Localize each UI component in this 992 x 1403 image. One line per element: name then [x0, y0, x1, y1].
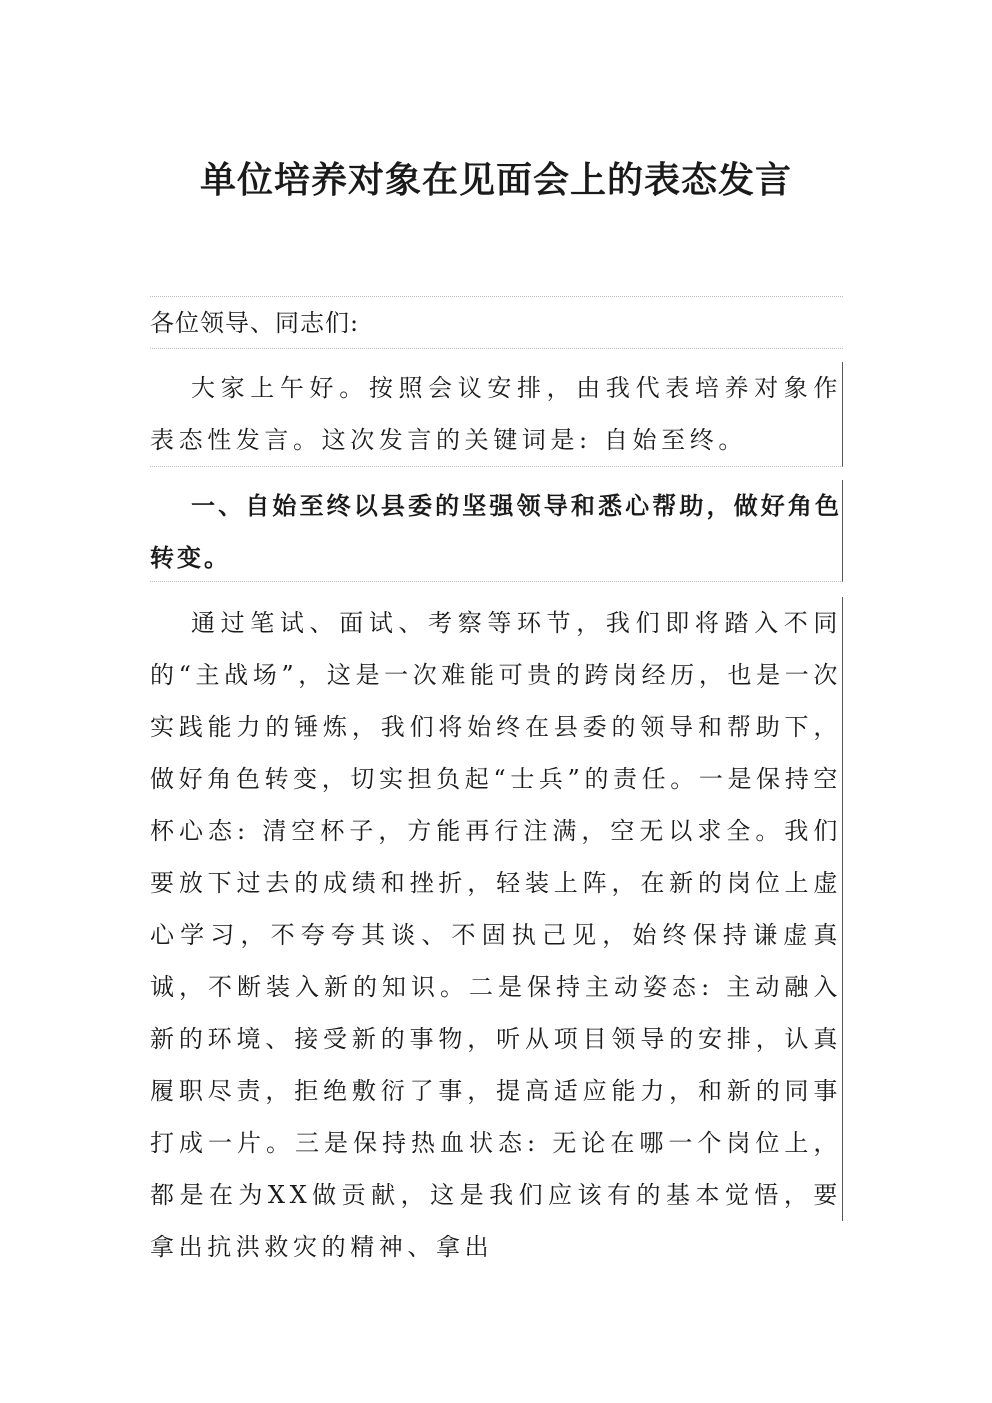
- paragraph-1-block: [150, 362, 843, 467]
- paragraph-2-block: [150, 597, 843, 1261]
- section-heading-1: 一、自始至终以县委的坚强领导和悉心帮助，做好角色转变。: [150, 491, 842, 572]
- salutation-block: [150, 296, 843, 349]
- heading-1-block: [150, 480, 843, 582]
- salutation: 各位领导、同志们:: [150, 309, 360, 337]
- document-title: 单位培养对象在见面会上的表态发言: [199, 159, 792, 201]
- paragraph-1: 大家上午好。按照会议安排，由我代表培养对象作表态性发言。这次发言的关键词是: 自始至终。: [150, 374, 842, 454]
- paragraph-2: 通过笔试、面试、考察等环节，我们即将踏入不同的“主战场”，这是一次难能可贵的跨岗经历，也是一次实践能力的锤炼，我们将始终在县委的领导和帮助下，做好角色转变，切实担负起“士兵”的责任。一是保持空杯心态: 清空杯子，方能再行注满，空无以求全。我们要放下过去的成绩和挫折，轻装上阵，在新的岗位上虚心学习，不夸夸其谈、不固执己见，始终保持谦虚真诚，不断装入新的知识。二是保持主动姿态: 主动融入新的环境、接受新的事物，听从项目领导的安排，认真履职尽责，拒绝敷衍了事，提高适应能力，和新的同事打成一片。三是保持热血状态: 无论在哪一个岗位上，都是在为XX做贡献，这是我们应该有的基本觉悟，要拿出抗洪救灾的精神、拿出: [150, 609, 842, 1261]
